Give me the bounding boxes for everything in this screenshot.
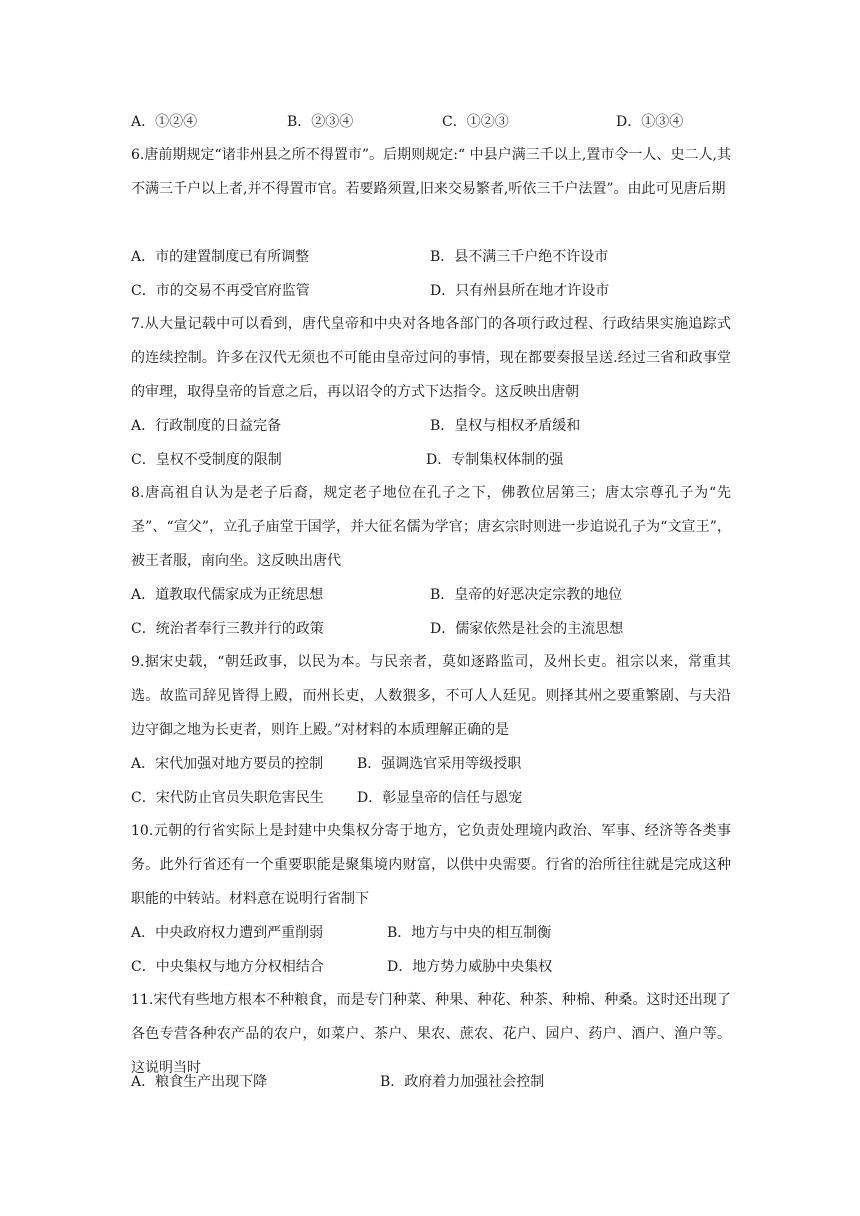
q8-option-a: A．道教取代儒家成为正统思想 <box>131 587 324 603</box>
q9-option-a: A．宋代加强对地方要员的控制 <box>131 756 324 772</box>
q6-option-c: C．市的交易不再受官府监管 <box>131 283 310 299</box>
q6-option-d: D．只有州县所在地才许设市 <box>430 283 610 299</box>
question-11-stem: 11.宋代有些地方根本不种粮食，而是专门种菜、种果、种花、种茶、种棉、种桑。这时还出现了各色专营各种农产品的农户，如菜户、茶户、果农、蔗农、花户、园户、药户、酒户、渔户等。这说明当时 <box>131 992 731 1076</box>
q10-option-b: B．地方与中央的相互制衡 <box>387 925 552 941</box>
question-9-stem: 9.据宋史载，“朝廷政事，以民为本。与民亲者，莫如逐路监司，及州长吏。祖宗以来，常重其选。故监司辞见皆得上殿，而州长吏，人数猥多，不可人人廷见。则择其州之要重繁剧、与夫沿边守御之地为长吏者，则许上殿。”对材料的本质理解正确的是 <box>131 654 731 738</box>
q8-option-b: B．皇帝的好恶决定宗教的地位 <box>430 587 623 603</box>
q10-option-c: C．中央集权与地方分权相结合 <box>131 959 324 975</box>
question-10-stem: 10.元朝的行省实际上是封建中央集权分寄于地方，它负责处理境内政治、军事、经济等各类事务。此外行省还有一个重要职能是聚集境内财富，以供中央需要。行省的治所往往就是完成这种职能的中转站。材料意在说明行省制下 <box>131 823 731 907</box>
q7-option-c: C．皇权不受制度的限制 <box>131 452 282 468</box>
q11-option-a: A．粮食生产出现下降 <box>131 1074 268 1090</box>
q7-option-d: D．专制集权体制的强 <box>426 452 564 468</box>
q5-option-d: D．①③④ <box>616 114 684 130</box>
q9-option-b: B．强调选官采用等级授职 <box>357 756 522 772</box>
question-8-stem: 8.唐高祖自认为是老子后裔，规定老子地位在孔子之下，佛教位居第三；唐太宗尊孔子为“先圣”、“宣父”，立孔子庙堂于国学，并大征名儒为学官；唐玄宗时则进一步追说孔子为“文宣王”，被王者服，南向坐。这反映出唐代 <box>131 485 731 569</box>
q6-option-b: B．县不满三千户绝不许设市 <box>430 249 609 265</box>
q7-option-b: B．皇权与相权矛盾缓和 <box>430 418 581 434</box>
q11-option-b: B．政府着力加强社会控制 <box>380 1074 545 1090</box>
q7-option-a: A．行政制度的日益完备 <box>131 418 282 434</box>
q9-option-c: C．宋代防止官员失职危害民生 <box>131 790 324 806</box>
q5-option-b: B．②③④ <box>287 114 354 130</box>
q10-option-d: D．地方势力威胁中央集权 <box>387 959 553 975</box>
q6-option-a: A．市的建置制度已有所调整 <box>131 249 310 265</box>
q8-option-d: D．儒家依然是社会的主流思想 <box>430 621 624 637</box>
question-7-stem: 7.从大量记载中可以看到，唐代皇帝和中央对各地各部门的各项行政过程、行政结果实施追踪式的连续控制。许多在汉代无须也不可能由皇帝过问的事情，现在都要奏报呈送.经过三省和政事堂的审理，取得皇帝的旨意之后，再以诏令的方式下达指令。这反映出唐朝 <box>131 316 731 400</box>
q5-option-a: A．①②④ <box>131 114 198 130</box>
q5-option-c: C．①②③ <box>442 114 509 130</box>
question-6-stem: 6.唐前期规定“诸非州县之所不得置市”。后期则规定:“ 中县户满三千以上,置市令一人、史二人,其不满三千户以上者,并不得置市官。若要路须置,旧来交易繁者,听依三千户法置”。由此可见唐后期 <box>131 147 731 197</box>
q9-option-d: D．彰显皇帝的信任与恩宠 <box>357 790 523 806</box>
q10-option-a: A．中央政府权力遭到严重削弱 <box>131 925 324 941</box>
q8-option-c: C．统治者奉行三教并行的政策 <box>131 621 324 637</box>
